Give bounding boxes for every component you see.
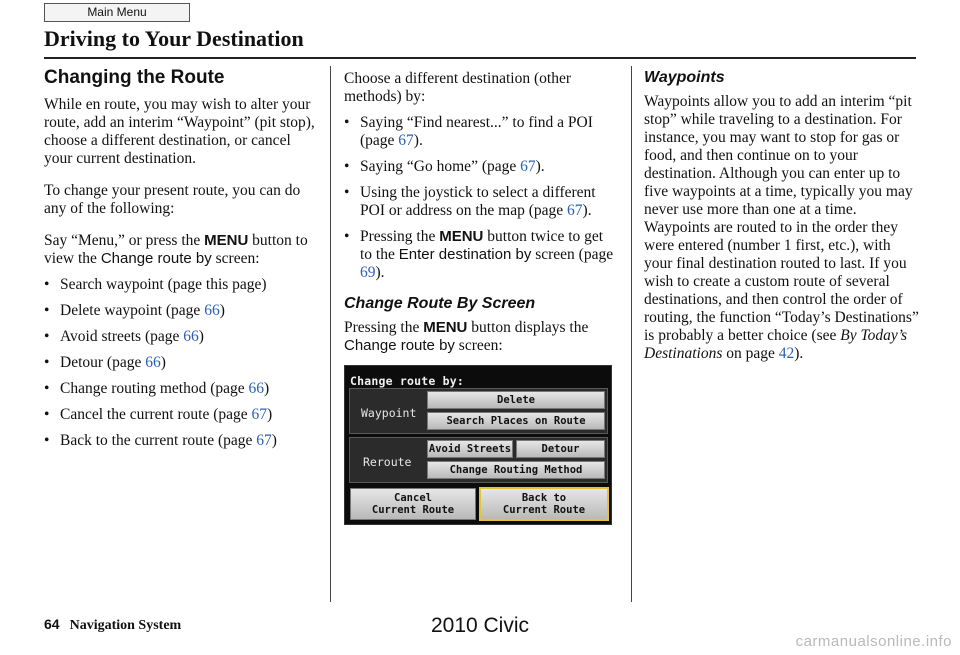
screen-name: Enter destination by [398, 246, 532, 263]
list-item: • Change routing method (page 66) [44, 380, 270, 397]
search-places-button[interactable]: Search Places on Route [427, 412, 605, 430]
page-link[interactable]: 67 [520, 158, 536, 175]
paragraph: Waypoints allow you to add an interim “pit stop” while traveling to a destination. For instance, you may want to stop for gas or food, and then continue on to your destination. Although you can enter up to five waypoints at a time, typically you may never use more than one at a time. Waypoints are routed to in the order they were entered (number 1 first, etc.), with your final destination routed to last. If you wish to create a custom route of several destinations, and then control the order of routing, the function “Today’s Destinations” is probably a better choice (see By Today’s Destinations on page 42). [644, 93, 919, 362]
page-header: Driving to Your Destination [44, 26, 304, 51]
book-title: Navigation System [69, 618, 182, 633]
detour-button[interactable]: Detour [516, 440, 605, 458]
screen-name: Change route by [100, 250, 212, 267]
list-item: • Cancel the current route (page 67) [44, 406, 273, 423]
column-1 [44, 66, 316, 458]
watermark: carmanualsonline.info [795, 633, 952, 650]
list-item: • Delete waypoint (page 66) [44, 302, 225, 319]
list-item: • Avoid streets (page 66) [44, 328, 204, 345]
menu-button-label: MENU [423, 319, 468, 336]
list-item: • Saying “Find nearest...” to find a POI (page 67). [344, 114, 593, 149]
destination-methods-list [344, 114, 618, 282]
delete-button[interactable]: Delete [427, 391, 605, 409]
back-to-route-button[interactable]: Back to Current Route [479, 487, 609, 521]
list-item: • Search waypoint (page this page) [44, 276, 267, 293]
page-link[interactable]: 67 [256, 432, 272, 449]
page-link[interactable]: 67 [567, 202, 583, 219]
menu-button-label: MENU [439, 228, 484, 245]
page-link[interactable]: 42 [778, 345, 795, 362]
column-divider [631, 66, 632, 602]
paragraph: Say “Menu,” or press the MENU button to view the Change route by screen: [44, 232, 308, 267]
main-menu-button[interactable]: Main Menu [44, 3, 190, 22]
change-route-screen [344, 365, 612, 525]
waypoint-label: Waypoint [361, 406, 417, 420]
list-item: • Using the joystick to select a different POI or address on the map (page 67). [344, 184, 596, 219]
paragraph: Pressing the MENU button displays the Change route by screen: [344, 319, 589, 354]
paragraph: To change your present route, you can do any of the following: [44, 182, 301, 217]
reroute-label: Reroute [363, 455, 412, 469]
page-link[interactable]: 66 [183, 328, 199, 345]
model-label: 2010 Civic [430, 614, 530, 637]
subsection-title: Waypoints [644, 69, 725, 86]
avoid-streets-button[interactable]: Avoid Streets [427, 440, 513, 458]
options-list [44, 276, 316, 450]
paragraph: While en route, you may wish to alter your route, add an interim “Waypoint” (pit stop), choose a different destination, or cancel your current destination. [44, 96, 315, 167]
list-item: • Back to the current route (page 67) [44, 432, 277, 449]
list-item: • Saying “Go home” (page 67). [344, 158, 545, 175]
cross-reference: By Today’s Destinations [644, 327, 907, 362]
page-link[interactable]: 66 [145, 354, 161, 371]
page-link[interactable]: 69 [360, 264, 376, 281]
list-item: • Pressing the MENU button twice to get to the Enter destination by screen (page 69). [344, 228, 614, 281]
header-rule [44, 57, 916, 59]
column-3 [644, 66, 920, 377]
column-2 [344, 70, 618, 525]
screen-title: Change route by: [350, 374, 464, 388]
section-title: Changing the Route [44, 67, 225, 88]
page-link[interactable]: 66 [204, 302, 220, 319]
screen-name: Change route by [344, 337, 455, 354]
column-divider [330, 66, 331, 602]
page-link[interactable]: 66 [248, 380, 265, 397]
page-link[interactable]: 67 [398, 132, 414, 149]
paragraph: Choose a different destination (other methods) by: [344, 70, 571, 105]
cancel-route-button[interactable]: Cancel Current Route [350, 488, 476, 520]
change-routing-method-button[interactable]: Change Routing Method [427, 461, 605, 479]
page-link[interactable]: 67 [251, 406, 268, 423]
list-item: • Detour (page 66) [44, 354, 166, 371]
subsection-title: Change Route By Screen [344, 295, 536, 312]
page-number: 64 [44, 616, 60, 632]
menu-button-label: MENU [204, 232, 249, 249]
